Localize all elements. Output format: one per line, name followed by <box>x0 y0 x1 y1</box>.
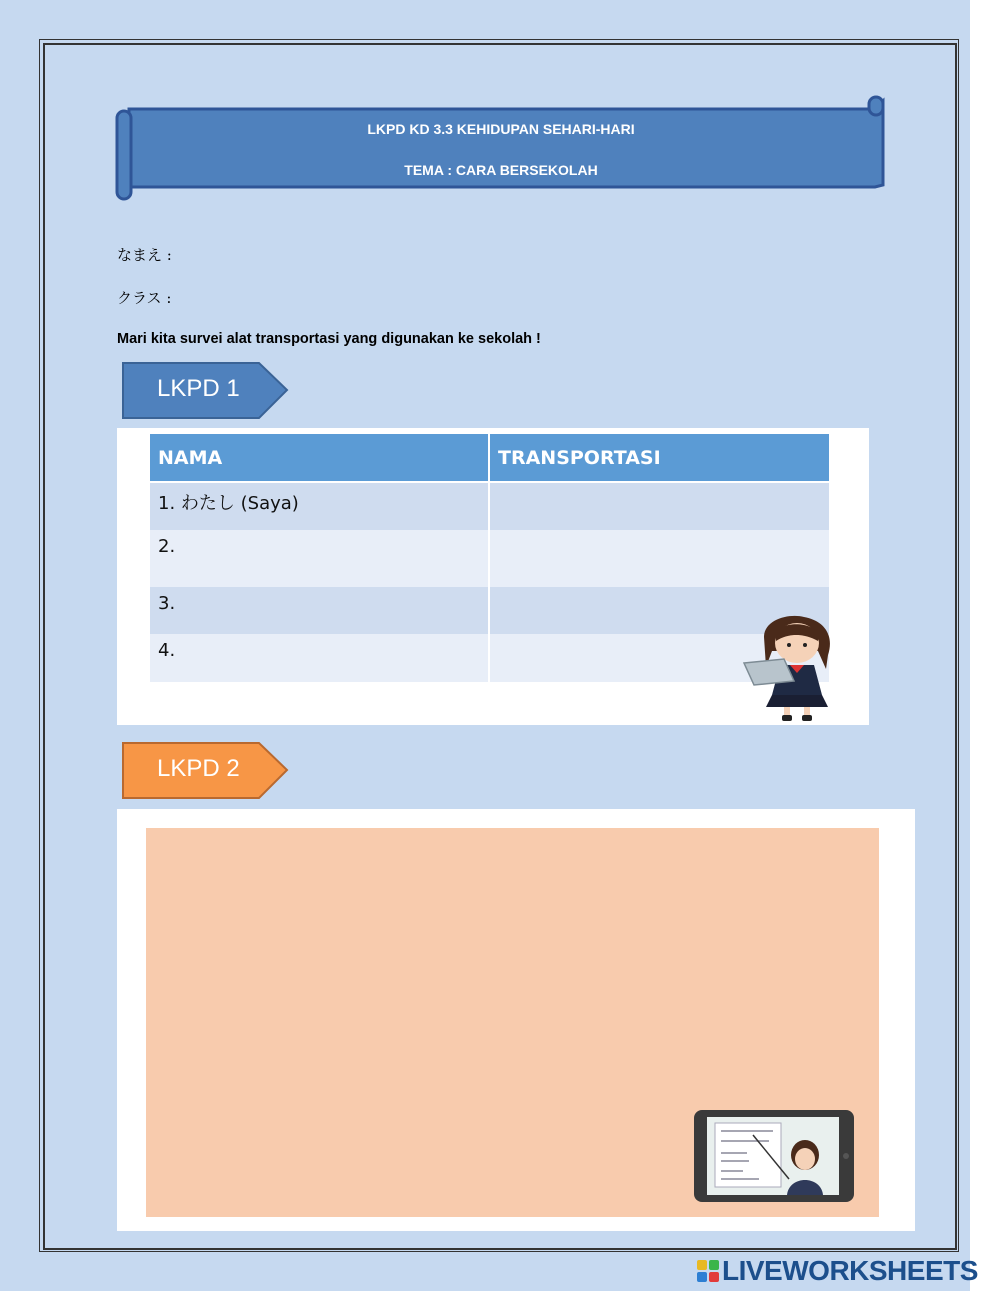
lkpd2-tag-label: LKPD 2 <box>157 755 240 782</box>
scroll-banner-shape <box>115 95 887 203</box>
class-label: クラス : <box>117 289 172 307</box>
nama-cell[interactable]: 3. <box>150 587 489 634</box>
instruction-text: Mari kita survei alat transportasi yang digunakan ke sekolah ! <box>117 331 541 347</box>
banner-title: LKPD KD 3.3 KEHIDUPAN SEHARI-HARI <box>367 121 635 137</box>
lkpd2-panel <box>117 809 915 1231</box>
transport-survey-table <box>150 434 829 682</box>
table-row <box>150 587 829 634</box>
table-row <box>150 482 829 530</box>
lkpd1-tag-label: LKPD 1 <box>157 375 240 402</box>
nama-cell[interactable]: 2. <box>150 530 489 587</box>
lkpd1-tag <box>121 361 291 421</box>
nama-cell: 1. わたし (Saya) <box>150 482 489 530</box>
banner-theme: TEMA : CARA BERSEKOLAH <box>404 162 598 178</box>
transportasi-cell[interactable] <box>489 530 829 587</box>
title-banner <box>115 95 887 203</box>
brand-name: LIVEWORKSHEETS <box>722 1255 978 1286</box>
lkpd2-answer-area[interactable] <box>146 828 879 1217</box>
nama-cell[interactable]: 4. <box>150 634 489 682</box>
table-header-row <box>150 434 829 482</box>
header-nama: NAMA <box>150 434 489 482</box>
table-row <box>150 530 829 587</box>
transportasi-cell[interactable] <box>489 482 829 530</box>
header-transportasi: TRANSPORTASI <box>489 434 829 482</box>
lkpd2-tag <box>121 741 291 801</box>
name-label: なまえ : <box>117 246 172 264</box>
table-row <box>150 634 829 682</box>
student-with-tablet-illustration <box>742 611 852 723</box>
lkpd1-panel <box>117 428 869 725</box>
teacher-tablet-illustration <box>693 1109 855 1203</box>
liveworksheets-logo-icon <box>697 1260 719 1282</box>
